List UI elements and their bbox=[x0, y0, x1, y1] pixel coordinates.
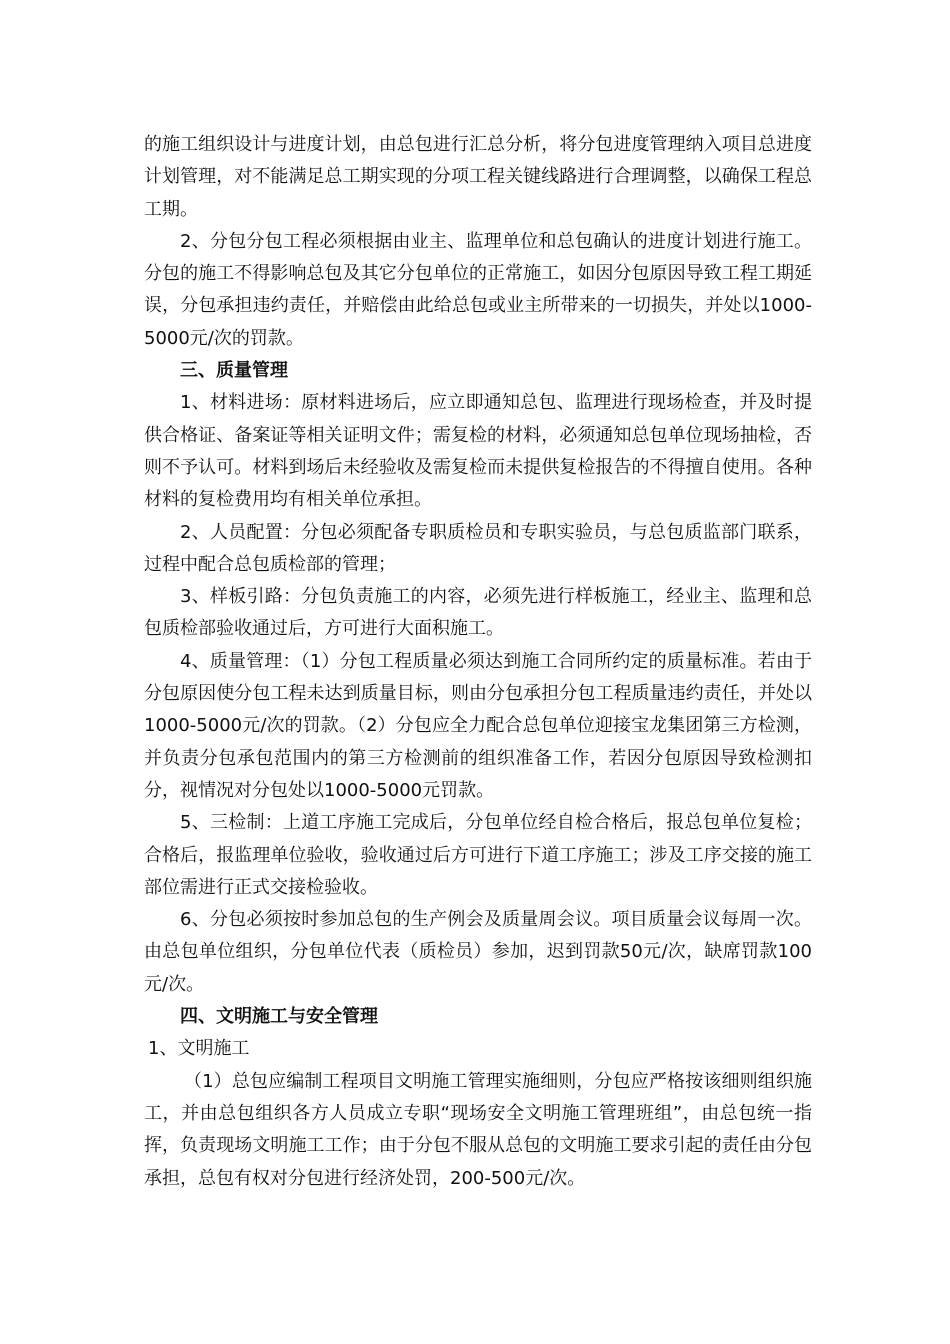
document-page bbox=[144, 129, 812, 1195]
paragraph-quality-item-2: 2、人员配置：分包必须配备专职质检员和专职实验员，与总包质监部门联系，过程中配合总包质检部的管理； bbox=[144, 521, 812, 575]
paragraph-quality-item-3: 3、样板引路：分包负责施工的内容，必须先进行样板施工，经业主、监理和总包质检部验收通过后，方可进行大面积施工。 bbox=[144, 586, 812, 640]
subheading-civilized-construction: 1、文明施工 bbox=[148, 1038, 250, 1060]
paragraph-quality-item-5: 5、三检制：上道工序施工完成后，分包单位经自检合格后，报总包单位复检；合格后，报监理单位验收，验收通过后方可进行下道工序施工；涉及工序交接的施工部位需进行正式交接检验收。 bbox=[144, 812, 812, 898]
paragraph-schedule-item-2: 2、分包分包工程必须根据由业主、监理单位和总包确认的进度计划进行施工。分包的施工不得影响总包及其它分包单位的正常施工，如因分包原因导致工程工期延误，分包承担违约责任，并赔偿由此给总包或业主所带来的一切损失，并处以1000-5000元/次的罚款。 bbox=[144, 230, 812, 349]
section-heading-civilized-safety: 四、文明施工与安全管理 bbox=[180, 1006, 378, 1028]
section-heading-quality: 三、质量管理 bbox=[180, 360, 288, 382]
paragraph-quality-item-1: 1、材料进场：原材料进场后，应立即通知总包、监理进行现场检查，并及时提供合格证、备案证等相关证明文件；需复检的材料，必须通知总包单位现场抽检，否则不予认可。材料到场后未经验收及需复检而未提供复检报告的不得擅自使用。各种材料的复检费用均有相关单位承担。 bbox=[144, 392, 812, 511]
paragraph-quality-item-6: 6、分包必须按时参加总包的生产例会及质量周会议。项目质量会议每周一次。由总包单位组织，分包单位代表（质检员）参加，迟到罚款50元/次，缺席罚款100元/次。 bbox=[144, 909, 812, 995]
paragraph-schedule-continuation: 的施工组织设计与进度计划，由总包进行汇总分析，将分包进度管理纳入项目总进度计划管理，对不能满足总工期实现的分项工程关键线路进行合理调整，以确保工程总工期。 bbox=[144, 134, 812, 220]
paragraph-quality-item-4: 4、质量管理：（1）分包工程质量必须达到施工合同所约定的质量标准。若由于分包原因使分包工程未达到质量目标，则由分包承担分包工程质量违约责任，并处以1000-5000元/次的罚款。（2）分包应全力配合总包单位迎接宝龙集团第三方检测，并负责分包承包范围内的第三方检测前的组织准备工作，若因分包原因导致检测扣分，视情况对分包处以1000-5000元罚款。 bbox=[144, 650, 812, 801]
paragraph-civilized-item-1: （1）总包应编制工程项目文明施工管理实施细则，分包应严格按该细则组织施工，并由总包组织各方人员成立专职“现场安全文明施工管理班组”，由总包统一指挥，负责现场文明施工工作；由于分包不服从总包的文明施工要求引起的责任由分包承担，总包有权对分包进行经济处罚，200-500元/次。 bbox=[144, 1070, 812, 1189]
